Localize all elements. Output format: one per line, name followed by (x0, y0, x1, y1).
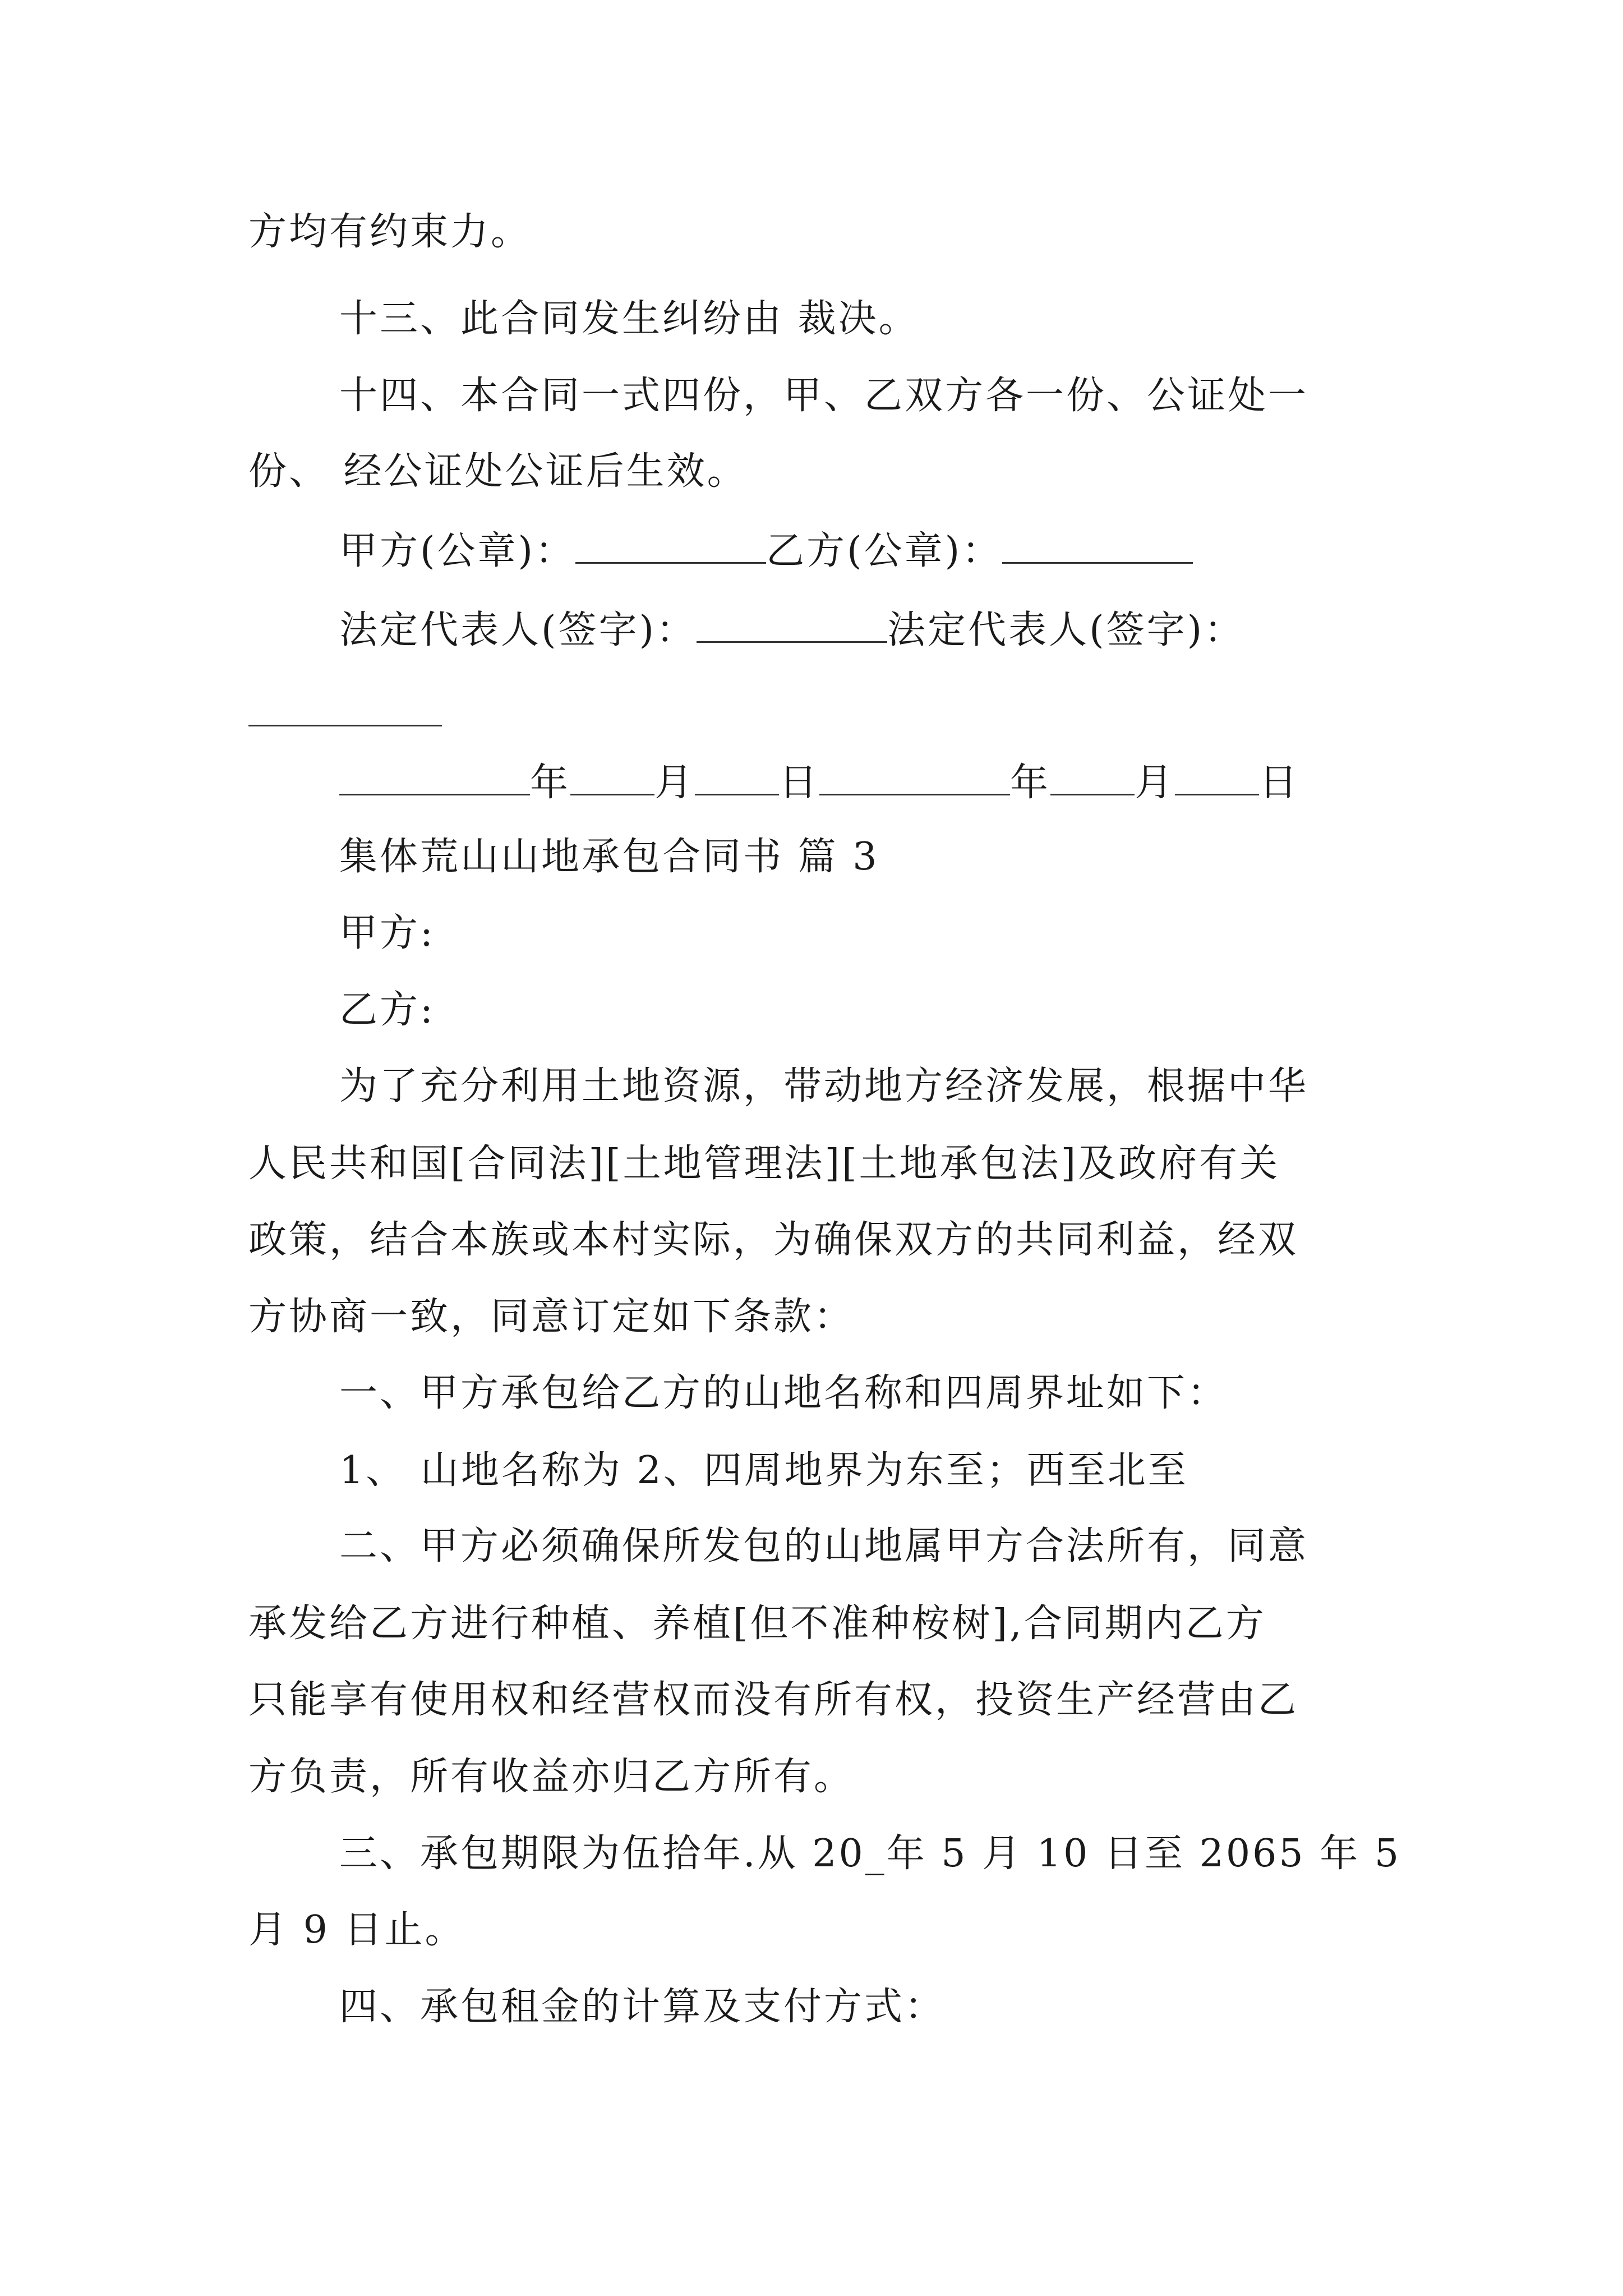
party-a-seal-label: 甲方(公章)： (339, 529, 576, 573)
text-line: 份、 经公证处公证后生效。 (248, 449, 748, 494)
date-line (339, 761, 1300, 805)
signature-blank-line (248, 725, 442, 726)
month-label: 月 (654, 761, 695, 805)
party-a-representative-label: 法定代表人(签字)： (339, 608, 697, 652)
year-label: 年 (1010, 761, 1051, 805)
clause-2-line: 只能享有使用权和经营权而没有所有权，投资生产经营由乙 (248, 1678, 1299, 1722)
year-blank (819, 761, 1010, 795)
year-label: 年 (530, 761, 571, 805)
text-line: 方均有约束力。 (248, 210, 532, 254)
section-title: 集体荒山山地承包合同书 篇 3 (339, 835, 879, 879)
representative-line (339, 609, 1244, 650)
day-blank (1175, 761, 1259, 795)
preamble-line: 政策，结合本族或本村实际，为确保双方的共同利益，经双 (248, 1218, 1299, 1262)
party-b-seal-blank (1002, 530, 1193, 564)
clause-13: 十三、此合同发生纠纷由 裁决。 (339, 297, 919, 341)
month-blank (1050, 761, 1135, 795)
clause-1-detail: 1、 山地名称为 2、四周地界为东至；西至北至 (339, 1448, 1188, 1493)
day-label: 日 (779, 761, 820, 805)
day-blank (695, 761, 779, 795)
clause-3-line: 月 9 日止。 (248, 1908, 465, 1952)
clause-1: 一、甲方承包给乙方的山地名称和四周界址如下： (339, 1371, 1228, 1415)
clause-2: 二、甲方必须确保所发包的山地属甲方合法所有，同意 (339, 1524, 1309, 1568)
preamble-line: 方协商一致，同意订定如下条款： (248, 1295, 855, 1339)
clause-3: 三、承包期限为伍拾年.从 20_年 5 月 10 日至 2065 年 5 (339, 1832, 1401, 1876)
party-a-representative-blank (697, 609, 887, 643)
clause-2-line: 方负责，所有收益亦归乙方所有。 (248, 1755, 855, 1799)
clause-2-line: 承发给乙方进行种植、养植[但不准种桉树],合同期内乙方 (248, 1602, 1266, 1646)
party-b-seal-label: 乙方(公章)： (766, 529, 1003, 573)
party-b-representative-label: 法定代表人(签字)： (887, 608, 1245, 652)
party-a-label: 甲方: (339, 911, 435, 955)
month-label: 月 (1135, 761, 1175, 805)
preamble-line: 人民共和国[合同法][土地管理法][土地承包法]及政府有关 (248, 1142, 1280, 1186)
party-seal-line (339, 529, 1193, 573)
day-label: 日 (1259, 761, 1300, 805)
clause-14: 十四、本合同一式四份，甲、乙双方各一份、公证处一 (339, 374, 1309, 418)
year-blank (339, 761, 530, 795)
party-a-seal-blank (575, 530, 766, 564)
clause-4: 四、承包租金的计算及支付方式： (339, 1985, 946, 2029)
party-b-label: 乙方: (339, 988, 435, 1032)
month-blank (570, 761, 654, 795)
preamble-line: 为了充分利用土地资源，带动地方经济发展，根据中华 (339, 1064, 1309, 1108)
